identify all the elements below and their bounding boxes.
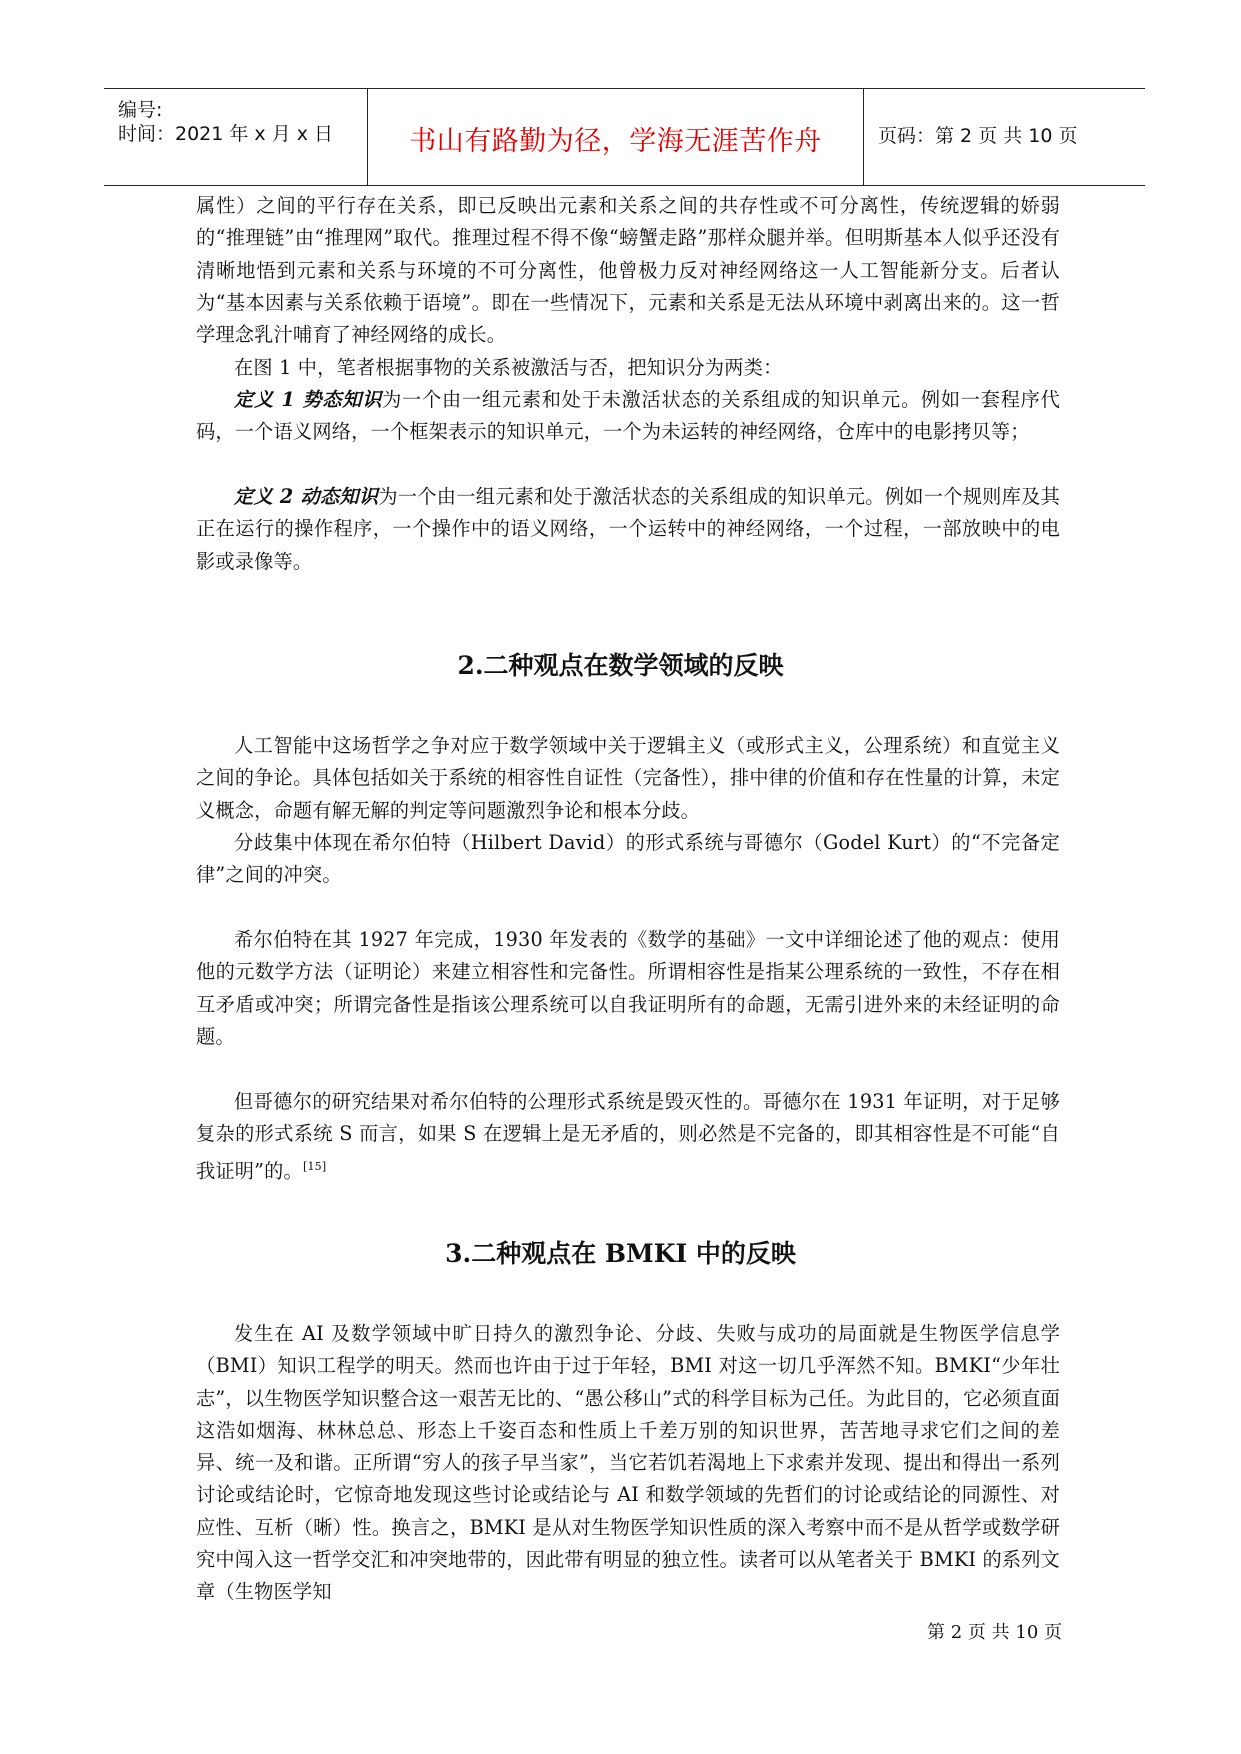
page-header [104,88,1145,186]
header-left-cell [104,89,368,185]
definition-2-term: 定义 2 动态知识 [234,485,379,508]
body-paragraph: 希尔伯特在其 1927 年完成，1930 年发表的《数学的基础》一文中详细论述了他的观点：使用他的元数学方法（证明论）来建立相容性和完备性。所谓相容性是指某公理系统的一致性，不存在相互矛盾或冲突；所谓完备性是指该公理系统可以自我证明所有的命题，无需引进外来的未经证明的命题。 [196,928,1060,1048]
document-number: 编号: [118,99,163,121]
header-motto: 书山有路勤为径，学海无涯苦作舟 [409,126,822,157]
definition-1-term: 定义 1 势态知识 [234,388,383,411]
page-footer: 第 2 页 共 10 页 [927,1622,1062,1643]
body-paragraph [196,1086,1060,1187]
header-right-cell [864,89,1145,185]
header-page-number: 页码：第 2 页 共 10 页 [878,125,1078,147]
body-paragraph: 属性）之间的平行存在关系，即已反映出元素和关系之间的共存性或不可分离性，传统逻辑的娇弱的“推理链”由“推理网”取代。推理过程不得不像“螃蟹走路”那样众腿并举。但明斯基本人似乎还没有清晰地悟到元素和关系与环境的不可分离性，他曾极力反对神经网络这一人工智能新分支。后者认为“基本因素与关系依赖于语境”。即在一些情况下，元素和关系是无法从环境中剥离出来的。这一哲学理念乳汁哺育了神经网络的成长。 [196,194,1060,347]
body-paragraph: 人工智能中这场哲学之争对应于数学领域中关于逻辑主义（或形式主义，公理系统）和直觉主义之间的争论。具体包括如关于系统的相容性自证性（完备性），排中律的价值和存在性量的计算，未定义概念，命题有解无解的判定等问题激烈争论和根本分歧。 [196,734,1060,822]
body-paragraph: 在图 1 中，笔者根据事物的关系被激活与否，把知识分为两类： [234,356,783,379]
body-paragraph: 分歧集中体现在希尔伯特（Hilbert David）的形式系统与哥德尔（Godel Kurt）的“不完备定律”之间的冲突。 [196,831,1060,887]
definition-1 [196,384,1060,449]
body-paragraph: 发生在 AI 及数学领域中旷日持久的激烈争论、分歧、失败与成功的局面就是生物医学信息学（BMI）知识工程学的明天。然而也许由于过于年轻，BMI 对这一切几乎浑然不知。BMKI“少年壮志”，以生物医学知识整合这一艰苦无比的、“愚公移山”式的科学目标为己任。为此目的，它必须直面这浩如烟海、林林总总、形态上千姿百态和性质上千差万别的知识世界，苦苦地寻求它们之间的差异、统一及和谐。正所谓“穷人的孩子早当家”，当它若饥若渴地上下求索并发现、提出和得出一系列讨论或结论时，它惊奇地发现这些讨论或结论与 AI 和数学领域的先哲们的讨论或结论的同源性、对应性、互析（晰）性。换言之，BMKI 是从对生物医学知识性质的深入考察中而不是从哲学或数学研究中闯入这一哲学交汇和冲突地带的，因此带有明显的独立性。读者可以从笔者关于 BMKI 的系列文章（生物医学知 [196,1322,1060,1604]
citation-marker: [15] [302,1159,327,1173]
header-center-cell [368,89,864,185]
section-heading: 3.二种观点在 BMKI 中的反映 [445,1239,796,1268]
definition-2 [196,481,1060,578]
definition-2-text: 为一个由一组元素和处于激活状态的关系组成的知识单元。例如一个规则库及其正在运行的操作程序，一个操作中的语义网络，一个运转中的神经网络，一个过程，一部放映中的电影或录像等。 [196,485,1060,573]
document-time: 时间：2021 年 x 月 x 日 [118,123,334,145]
section-heading: 2.二种观点在数学领域的反映 [457,651,784,680]
definition-1-text: 为一个由一组元素和处于未激活状态的关系组成的知识单元。例如一套程序代码，一个语义网络，一个框架表示的知识单元，一个为未运转的神经网络，仓库中的电影拷贝等； [196,388,1060,444]
paragraph-text: 但哥德尔的研究结果对希尔伯特的公理形式系统是毁灭性的。哥德尔在 1931 年证明，对于足够复杂的形式系统 S 而言，如果 S 在逻辑上是无矛盾的，则必然是不完备的，即其相容性是不可能“自我证明”的。 [196,1090,1060,1182]
